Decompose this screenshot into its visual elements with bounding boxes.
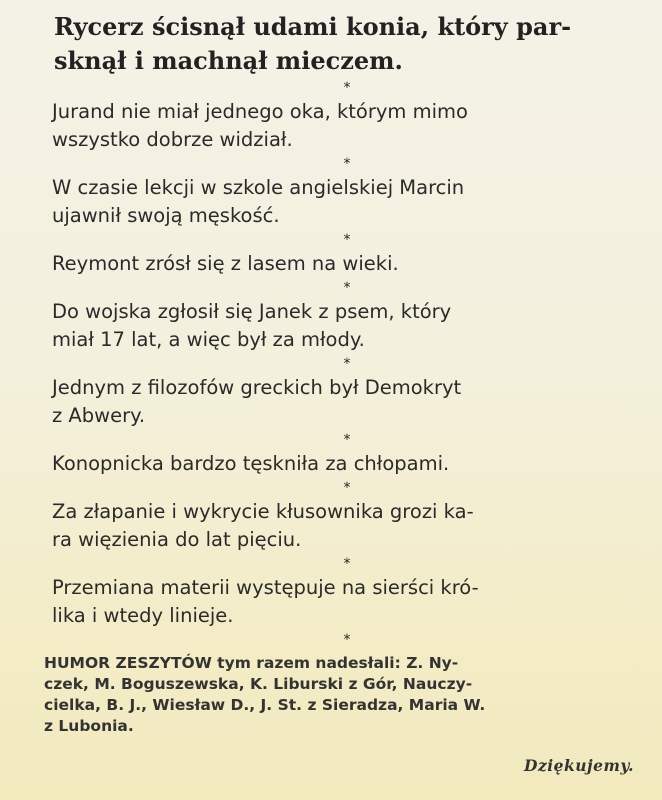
joke-entry	[22, 498, 634, 554]
credits-line: z Lubonia.	[44, 717, 134, 735]
joke-entry	[22, 374, 634, 430]
joke-entry	[22, 574, 634, 630]
separator-star: *	[343, 232, 351, 248]
joke-entry	[22, 250, 634, 278]
entry-line: Przemiana materii występuje na sierści kró-	[52, 576, 479, 599]
separator-star: *	[343, 432, 351, 448]
separator-star: *	[343, 480, 351, 496]
separator-star: *	[343, 80, 351, 96]
entry-line: W czasie lekcji w szkole angielskiej Marcin	[52, 176, 465, 199]
entry-line: miał 17 lat, a więc był za młody.	[52, 328, 365, 351]
separator-star: *	[343, 280, 351, 296]
credits-line: cielka, B. J., Wiesław D., J. St. z Sieradza, Maria W.	[44, 696, 486, 714]
contributors-credits	[22, 653, 634, 737]
separator-star: *	[343, 156, 351, 172]
entry-line: Konopnicka bardzo tęskniła za chłopami.	[52, 452, 450, 475]
title-line: sknął i machnął mieczem.	[54, 46, 403, 75]
separator-star: *	[343, 356, 351, 372]
entry-line: Do wojska zgłosił się Janek z psem, który	[52, 300, 452, 323]
joke-entry	[22, 98, 634, 154]
credits-line: czek, M. Boguszewska, K. Liburski z Gór, Nauczy-	[44, 675, 473, 693]
title-line: Rycerz ścisnął udami konia, który par-	[54, 12, 572, 41]
credits-line: HUMOR ZESZYTÓW tym razem nadesłali: Z. Ny-	[44, 654, 459, 672]
entry-line: z Abwery.	[52, 404, 146, 427]
entry-line: Za złapanie i wykrycie kłusownika grozi ka-	[52, 500, 474, 523]
entry-line: ra więzienia do lat pięciu.	[52, 528, 302, 551]
joke-entry	[22, 298, 634, 354]
entry-line: Jednym z filozofów greckich był Demokryt	[52, 376, 462, 399]
separator-star: *	[343, 556, 351, 572]
entry-line: wszystko dobrze widział.	[52, 128, 293, 151]
joke-entry	[22, 450, 634, 478]
entry-line: Reymont zrósł się z lasem na wieki.	[52, 252, 399, 275]
separator-star: *	[343, 632, 351, 648]
entry-line: ujawnił swoją męskość.	[52, 204, 280, 227]
signoff: Dziękujemy.	[524, 756, 634, 775]
article-title	[22, 10, 634, 78]
entry-line: Jurand nie miał jednego oka, którym mimo	[52, 100, 468, 123]
entry-line: lika i wtedy linieje.	[52, 604, 234, 627]
joke-entry	[22, 174, 634, 230]
